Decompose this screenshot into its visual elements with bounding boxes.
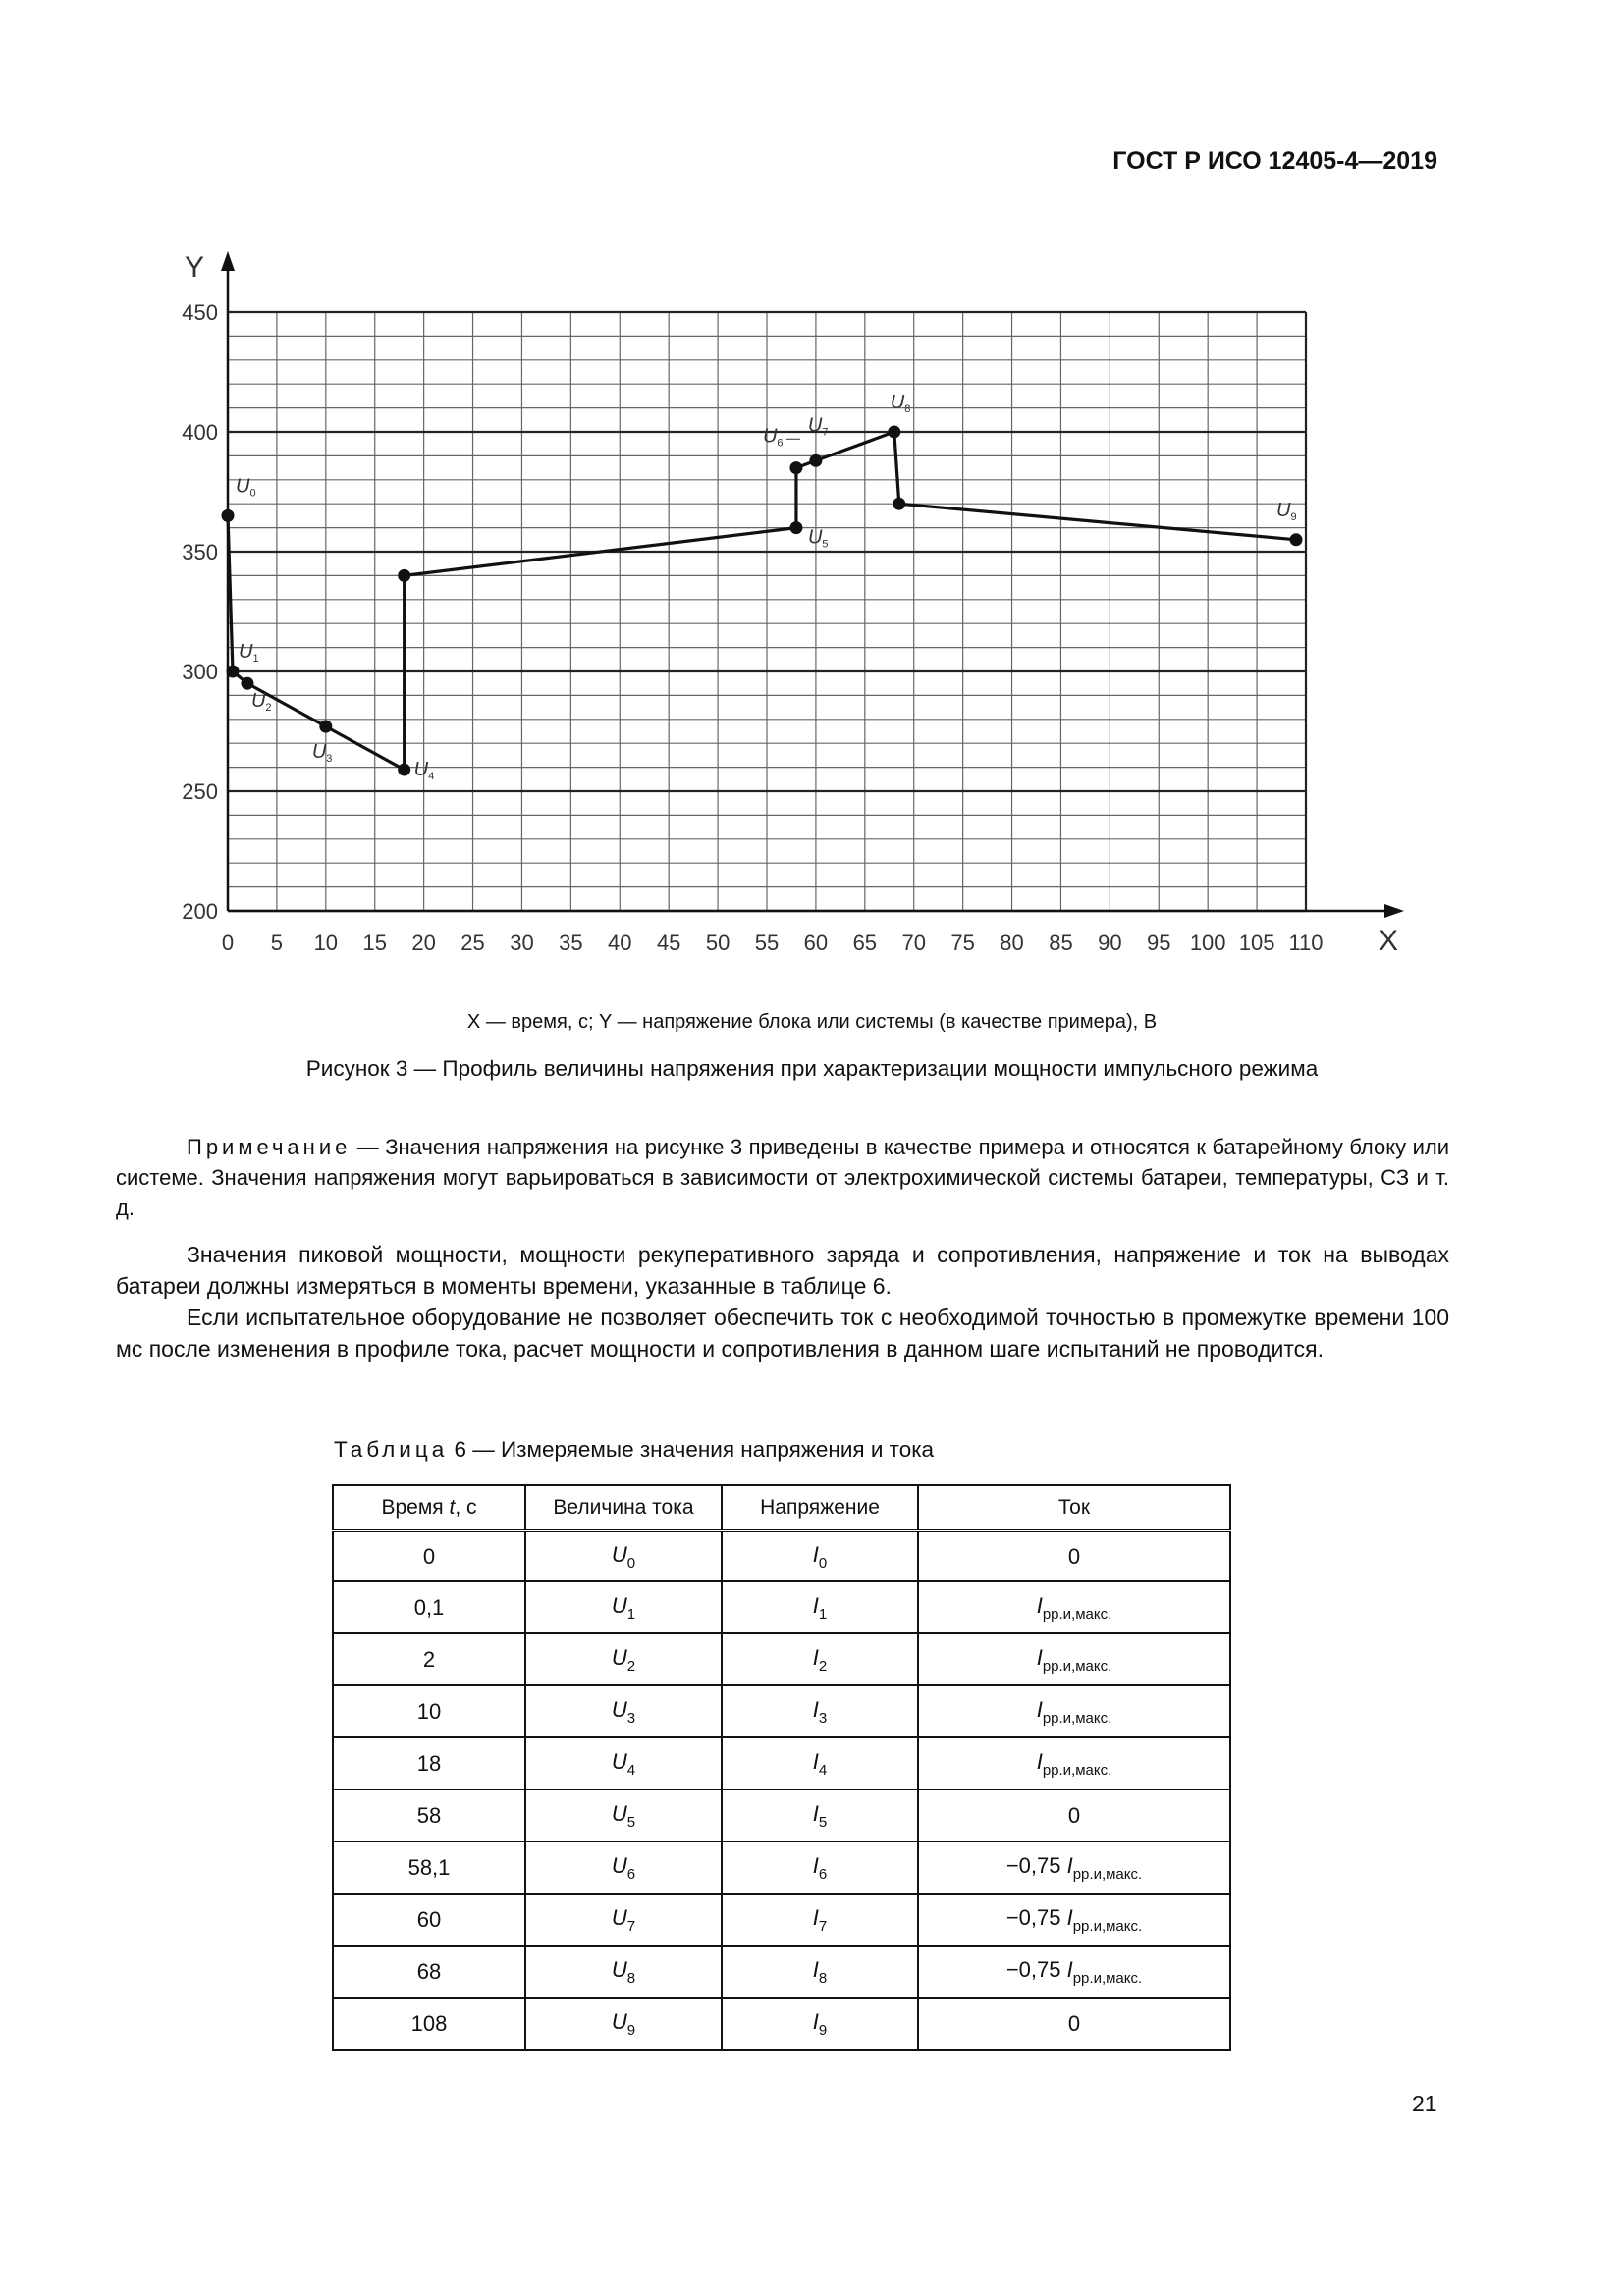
x-tick-label: 85 bbox=[1049, 931, 1073, 955]
x-tick-label: 110 bbox=[1288, 931, 1324, 955]
data-point bbox=[789, 461, 802, 474]
point-label: $U_6$ bbox=[762, 425, 784, 450]
table-row bbox=[333, 1685, 1230, 1737]
x-tick-label: 100 bbox=[1189, 931, 1226, 955]
y-tick-label: 200 bbox=[182, 899, 218, 924]
cell-current: $U_2$ bbox=[525, 1633, 722, 1685]
x-tick-label: 25 bbox=[460, 931, 485, 955]
data-point bbox=[789, 521, 802, 534]
cell-current: $U_1$ bbox=[525, 1581, 722, 1633]
cell-voltage: $I_6$ bbox=[722, 1842, 918, 1894]
header-voltage: Напряжение bbox=[722, 1485, 918, 1531]
point-label: $U_8$ bbox=[890, 392, 911, 415]
figure-caption: Рисунок 3 — Профиль величины напряжения при характеризации мощности импульсного режима bbox=[305, 1056, 1319, 1081]
y-axis-label: Y bbox=[185, 251, 205, 284]
table-row bbox=[333, 1581, 1230, 1633]
cell-current: $U_9$ bbox=[525, 1998, 722, 2050]
data-point bbox=[1290, 533, 1303, 546]
cell-time: 108 bbox=[333, 1998, 525, 2050]
cell-tok: $I_{рр.и,макс.}$ bbox=[918, 1581, 1230, 1633]
data-point bbox=[226, 666, 239, 678]
note-text: — Значения напряжения на рисунке 3 приведены в качестве примера и относятся к батарейному блоку или системе. Значения напряжения могут варьироваться в зависимости от электрохимической системы батареи, температуры, СЗ и т. д. bbox=[116, 1135, 1449, 1220]
x-tick-label: 80 bbox=[1000, 931, 1024, 955]
x-tick-label: 60 bbox=[803, 931, 829, 955]
point-label: $U_4$ bbox=[413, 759, 435, 783]
data-point bbox=[398, 569, 410, 582]
point-label: $U_7$ bbox=[807, 414, 829, 439]
table-row bbox=[333, 1842, 1230, 1894]
x-axis-arrow-icon bbox=[1384, 904, 1404, 918]
header-time: Время t, с bbox=[333, 1485, 525, 1531]
point-label: $U_9$ bbox=[1276, 499, 1297, 523]
cell-voltage: $I_4$ bbox=[722, 1737, 918, 1789]
cell-time: 0 bbox=[333, 1531, 525, 1582]
cell-tok: −0,75 $I_{рр.и,макс.}$ bbox=[918, 1894, 1230, 1946]
cell-current: $U_7$ bbox=[525, 1894, 722, 1946]
cell-current: $U_0$ bbox=[525, 1531, 722, 1582]
point-label: $U_5$ bbox=[807, 526, 829, 551]
cell-time: 0,1 bbox=[333, 1581, 525, 1633]
data-point bbox=[893, 498, 905, 510]
x-tick-label: 35 bbox=[559, 931, 583, 955]
cell-voltage: $I_1$ bbox=[722, 1581, 918, 1633]
x-tick-label: 50 bbox=[705, 931, 731, 955]
cell-tok: $I_{рр.и,макс.}$ bbox=[918, 1685, 1230, 1737]
note-lead: Примечание bbox=[187, 1135, 352, 1159]
paragraph-2: Если испытательное оборудование не позволяет обеспечить ток с необходимой точностью в промежутке времени 100 мс после изменения в профиле тока, расчет мощности и сопротивления в данном шаге испытаний не проводится. bbox=[116, 1305, 1449, 1362]
cell-voltage: $I_0$ bbox=[722, 1531, 918, 1582]
table-row bbox=[333, 1531, 1230, 1582]
table-row bbox=[333, 1789, 1230, 1842]
x-tick-label: 90 bbox=[1098, 931, 1122, 955]
cell-current: $U_3$ bbox=[525, 1685, 722, 1737]
x-tick-label: 70 bbox=[901, 931, 926, 955]
cell-tok: $I_{рр.и,макс.}$ bbox=[918, 1633, 1230, 1685]
cell-voltage: $I_5$ bbox=[722, 1789, 918, 1842]
data-point bbox=[222, 509, 235, 522]
x-tick-label: 105 bbox=[1238, 931, 1275, 955]
x-tick-label: 30 bbox=[510, 931, 534, 955]
x-tick-label: 10 bbox=[313, 931, 339, 955]
header-current: Величина тока bbox=[525, 1485, 722, 1531]
page-number: 21 bbox=[1412, 2091, 1437, 2116]
cell-current: $U_5$ bbox=[525, 1789, 722, 1842]
table-row bbox=[333, 1737, 1230, 1789]
x-tick-label: 0 bbox=[221, 931, 235, 955]
x-tick-label: 20 bbox=[411, 931, 436, 955]
data-point bbox=[319, 721, 332, 733]
cell-voltage: $I_7$ bbox=[722, 1894, 918, 1946]
cell-time: 60 bbox=[333, 1894, 525, 1946]
cell-current: $U_6$ bbox=[525, 1842, 722, 1894]
cell-time: 58 bbox=[333, 1789, 525, 1842]
cell-tok: 0 bbox=[918, 1789, 1230, 1842]
table-title-text: 6 — Измеряемые значения напряжения и тока bbox=[448, 1437, 935, 1462]
cell-current: $U_8$ bbox=[525, 1946, 722, 1998]
point-label: $U_0$ bbox=[236, 475, 256, 500]
table-title-lead: Таблица bbox=[334, 1437, 449, 1462]
cell-time: 68 bbox=[333, 1946, 525, 1998]
y-tick-label: 250 bbox=[182, 779, 218, 804]
x-tick-label: 65 bbox=[852, 931, 878, 955]
figure-legend: X — время, с; Y — напряжение блока или системы (в качестве примера), В bbox=[466, 1011, 1158, 1033]
data-point bbox=[888, 426, 900, 439]
cell-time: 10 bbox=[333, 1685, 525, 1737]
x-axis-label: X bbox=[1379, 925, 1399, 957]
document-header: ГОСТ Р ИСО 12405-4—2019 bbox=[1112, 147, 1437, 175]
point-label: $U_3$ bbox=[311, 741, 333, 766]
point-label: $U_2$ bbox=[250, 690, 272, 715]
data-point bbox=[398, 764, 410, 776]
cell-tok: −0,75 $I_{рр.и,макс.}$ bbox=[918, 1842, 1230, 1894]
x-tick-label: 95 bbox=[1147, 931, 1171, 955]
y-tick-label: 400 bbox=[182, 420, 218, 445]
cell-tok: 0 bbox=[918, 1531, 1230, 1582]
voltage-profile-chart bbox=[0, 0, 1624, 991]
table-title bbox=[334, 1437, 934, 1463]
x-tick-label: 5 bbox=[270, 931, 284, 955]
cell-tok: −0,75 $I_{рр.и,макс.}$ bbox=[918, 1946, 1230, 1998]
table-row bbox=[333, 1633, 1230, 1685]
measurement-table bbox=[332, 1484, 1231, 2051]
table-row bbox=[333, 1998, 1230, 2050]
y-axis-arrow-icon bbox=[221, 251, 235, 271]
x-tick-label: 15 bbox=[362, 931, 387, 955]
cell-time: 2 bbox=[333, 1633, 525, 1685]
cell-time: 18 bbox=[333, 1737, 525, 1789]
cell-voltage: $I_2$ bbox=[722, 1633, 918, 1685]
data-point bbox=[241, 677, 253, 690]
cell-time: 58,1 bbox=[333, 1842, 525, 1894]
cell-voltage: $I_9$ bbox=[722, 1998, 918, 2050]
table-row bbox=[333, 1894, 1230, 1946]
paragraph-1: Значения пиковой мощности, мощности рекуперативного заряда и сопротивления, напряжение и ток на выводах батареи должны измеряться в моменты времени, указанные в таблице 6. bbox=[116, 1242, 1449, 1299]
cell-voltage: $I_8$ bbox=[722, 1946, 918, 1998]
y-tick-label: 350 bbox=[182, 540, 218, 564]
data-point bbox=[809, 454, 822, 467]
note-paragraph bbox=[116, 1132, 1449, 1223]
cell-current: $U_4$ bbox=[525, 1737, 722, 1789]
cell-tok: $I_{рр.и,макс.}$ bbox=[918, 1737, 1230, 1789]
x-tick-label: 40 bbox=[608, 931, 632, 955]
x-tick-label: 55 bbox=[754, 931, 780, 955]
point-label: $U_1$ bbox=[238, 641, 259, 665]
x-tick-label: 75 bbox=[950, 931, 975, 955]
cell-voltage: $I_3$ bbox=[722, 1685, 918, 1737]
header-tok: Ток bbox=[918, 1485, 1230, 1531]
table-row bbox=[333, 1946, 1230, 1998]
cell-tok: 0 bbox=[918, 1998, 1230, 2050]
x-tick-label: 45 bbox=[656, 931, 681, 955]
y-tick-label: 450 bbox=[182, 300, 218, 325]
table-header-row bbox=[333, 1485, 1230, 1531]
y-tick-label: 300 bbox=[182, 660, 218, 684]
